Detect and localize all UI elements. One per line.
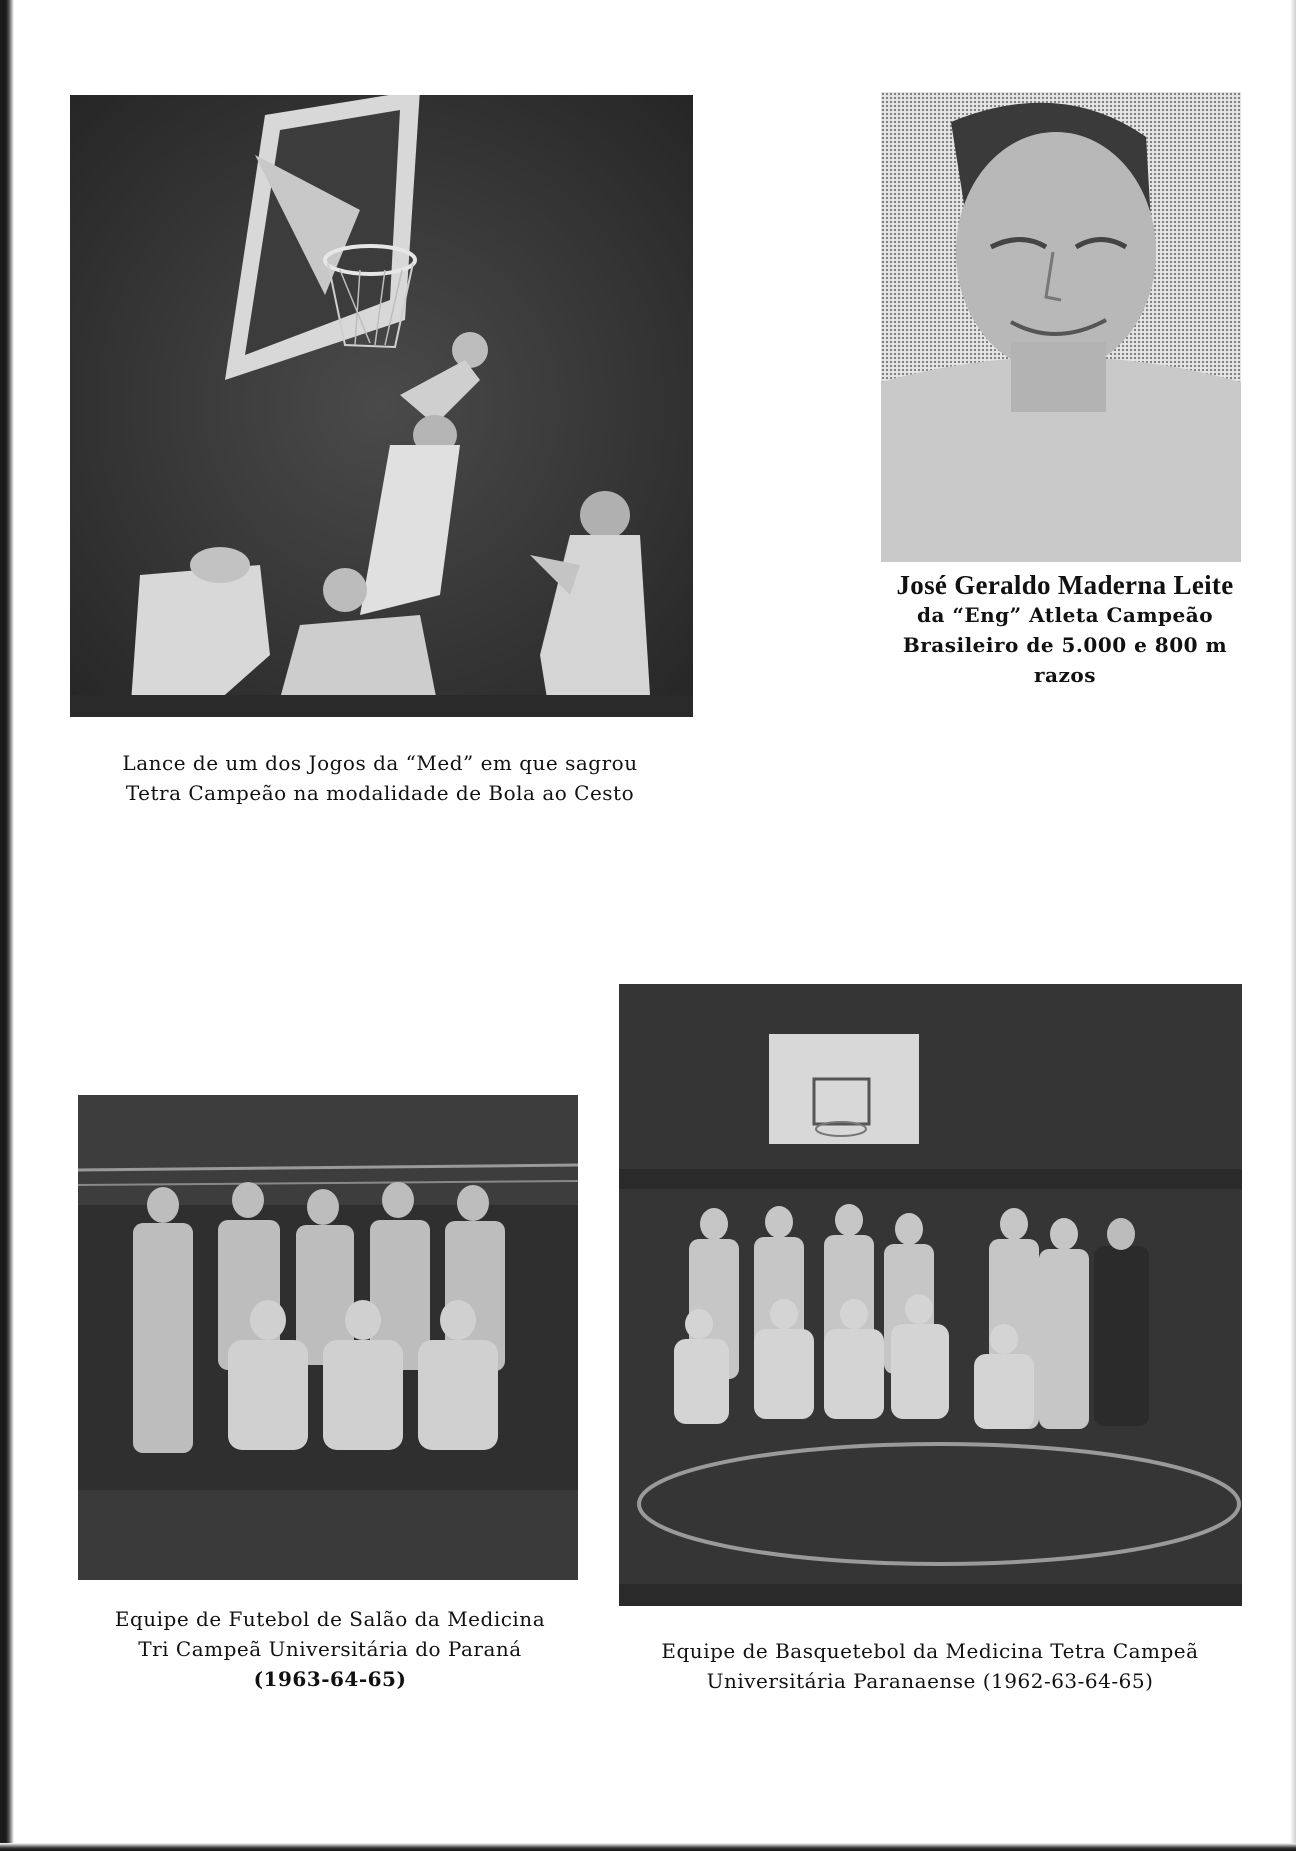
caption-line: Equipe de Futebol de Salão da Medicina bbox=[114, 1607, 546, 1631]
page-scan-edge-bottom bbox=[0, 1843, 1296, 1851]
futsal-team-caption bbox=[50, 1604, 610, 1694]
portrait-caption bbox=[870, 570, 1260, 690]
basketball-team-photo bbox=[619, 984, 1242, 1606]
basketball-team-caption bbox=[610, 1636, 1250, 1696]
caption-line: (1963-64-65) bbox=[253, 1667, 407, 1691]
athlete-name: José Geraldo Maderna Leite bbox=[896, 570, 1234, 600]
caption-line: Universitária Paranaense (1962-63-64-65) bbox=[706, 1669, 1154, 1693]
basketball-game-photo bbox=[70, 95, 693, 717]
game-photo-caption bbox=[55, 748, 705, 808]
caption-line: Equipe de Basquetebol da Medicina Tetra Campeã bbox=[661, 1639, 1199, 1663]
caption-line: Tri Campeã Universitária do Paraná bbox=[138, 1637, 522, 1661]
athlete-portrait-photo bbox=[881, 92, 1241, 562]
caption-line: Lance de um dos Jogos da “Med” em que sagrou bbox=[122, 751, 638, 775]
futsal-team-photo bbox=[78, 1095, 578, 1580]
caption-line: razos bbox=[1034, 663, 1096, 687]
caption-line: da “Eng” Atleta Campeão bbox=[916, 603, 1214, 627]
page-scan-edge-left bbox=[0, 0, 14, 1851]
page-scan-edge-right bbox=[1290, 0, 1296, 1851]
caption-line: Tetra Campeão na modalidade de Bola ao Cesto bbox=[125, 781, 635, 805]
caption-line: Brasileiro de 5.000 e 800 m bbox=[902, 633, 1228, 657]
